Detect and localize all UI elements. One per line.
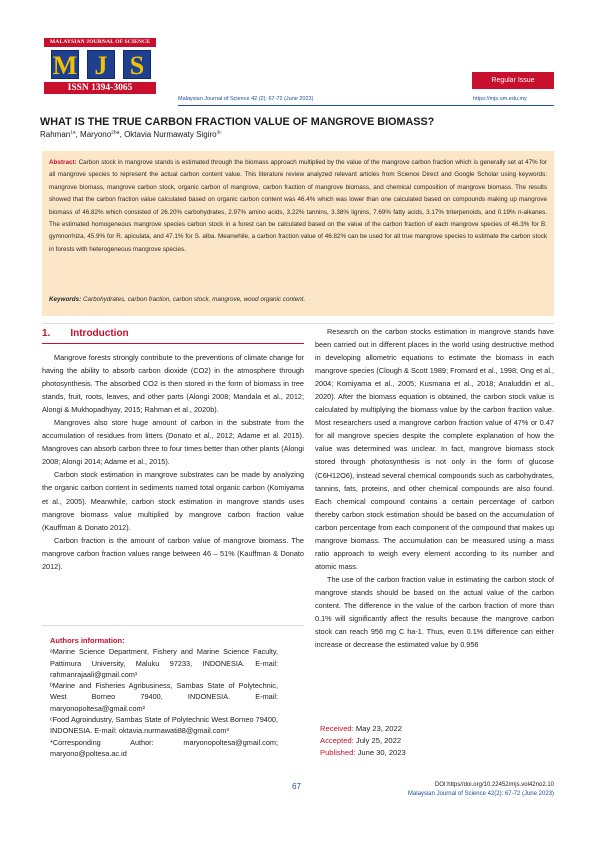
authors-info-divider [42, 625, 304, 626]
section-heading [42, 328, 129, 339]
page-number: 67 [292, 782, 302, 791]
keywords [49, 296, 549, 303]
date-label: Published: [320, 748, 356, 757]
date-label: Accepted: [320, 736, 354, 745]
affiliation-entry: ᵇMarine and Fisheries Agribusiness, Sambas State of Polytechnic, West Borneo 79400, INDONESIA. E-mail: maryonopoltesa@gmail.com² [50, 681, 278, 713]
article-dates [320, 723, 406, 759]
body-paragraph: Mangroves also store huge amount of carbon in the substrate from the accumulation of residues from litters (Donato et al., 2012; Adame et al. 2015). Mangroves can absorb carbon three to four times better than other plants (Alongi 2008; Alongi 2014; Adame et al., 2015). [42, 418, 304, 467]
affiliation-entry: ᶜFood Agroindustry, Sambas State of Polytechnic West Borneo 79400, INDONESIA. E-mail: oktavia.nurmawati88@gmail.com³ [50, 715, 278, 736]
keywords-list: Carbohydrates, carbon fraction, carbon stock, mangrove, wood organic content. [82, 296, 306, 303]
body-paragraph: Mangrove forests strongly contribute to the preventions of climate change for having the ability to absorb carbon dioxide (CO2) in the atmosphere through photosynthesis. The absorbed CO2 is then stored in the form of biomass in tree stands, fruit, roots, leaves, and other parts (Alongi 2008; Mandala et al., 2012; Alongi & Mukhopadhyay, 2015; Rahman et al., 2020b). [42, 353, 304, 415]
journal-url-link[interactable]: https://mjs.um.edu.my [473, 96, 527, 102]
abstract-box [42, 151, 554, 316]
header-divider [178, 105, 554, 106]
section-title: Introduction [70, 328, 129, 339]
section-underline [42, 343, 304, 344]
abstract-divider [42, 323, 554, 324]
journal-logo [44, 38, 156, 94]
affiliation-entry: ᵃMarine Science Department, Fishery and Marine Science Faculty, Pattimura University, Maluku 97233, INDONESIA. E-mail: rahmanrajaali@gmail.com¹ [50, 647, 278, 679]
body-paragraph: Carbon stock estimation in mangrove substrates can be made by analyzing the organic carbon content in sediments named total organic carbon (Komiyama et al., 2005). Meanwhile, carbon stock estimation in mangrove stands uses mangrove biomass value multiplied by mangrove carbon fraction value (Kauffman & Donato 2012). [42, 470, 304, 532]
logo-issn: ISSN 1394-3065 [44, 82, 156, 94]
author-name: Oktavia Nurmawaty Sigiro [124, 130, 217, 139]
left-column [42, 351, 304, 573]
regular-issue-badge: Regular Issue [472, 72, 554, 89]
author-separator: , [75, 130, 81, 139]
authors-information [50, 635, 278, 759]
body-paragraph: Research on the carbon stocks estimation in mangrove stands have been carried out in different places in the world using destructive method in developing allometric equations to estimate the biomass in each mangrove species (Clough & Scott 1989; Fromard et al., 1998; Ong et al., 2004; Komiyama et al., 2005; Kusmana et al., 2018; Analuddin et al., 2020). After the biomass equation is obtained, the carbon stock value is calculated by multiplying the biomass value by the carbon fraction value. Most researchers used a mangrove carbon fraction value of 47% or 0.47 for all mangrove species despite the complete explanation of how the value was determined was unclear. In fact, mangrove biomass stock stored through photosynthesis is not only in the form of glucose (C6H12O6), instead several chemical compounds such as carbohydrates, tannins, fats, proteins, and other chemical compounds are also found. Each chemical compound contains a certain percentage of carbon thereby carbon stock estimation should be based on the accumulation of carbon percentage from each component of the compound that makes up mangrove biomass. The accumulation can be measured using a mass ratio approach to weigh every element according to its number and atomic mass. [315, 327, 554, 571]
body-paragraph: Carbon fraction is the amount of carbon value of mangrove biomass. The mangrove carbon fraction values range between 46 – 51% (Kauffman & Donato 2012). [42, 535, 304, 571]
logo-letter-s: S [123, 50, 151, 79]
date-published [320, 747, 406, 759]
footer-doi [380, 781, 554, 799]
abstract-text [49, 157, 547, 256]
author-name: Rahman [40, 130, 71, 139]
article-title: WHAT IS THE TRUE CARBON FRACTION VALUE OF MANGROVE BIOMASS? [40, 116, 435, 128]
doi-link[interactable]: DOI:https//doi.org/10.22452/mjs.vol42no2.10 [434, 782, 554, 788]
date-received [320, 723, 406, 735]
right-column [315, 325, 554, 651]
footer-journal: Malaysian Journal of Science 42(2): 67-72 (June 2023) [407, 791, 554, 797]
date-label: Received: [320, 724, 354, 733]
logo-letter-m: M [52, 51, 78, 80]
logo-top-text: MALAYSIAN JOURNAL OF SCIENCE [44, 38, 156, 47]
date-value: July 25, 2022 [355, 736, 402, 745]
abstract-body: Carbon stock in mangrove stands is estimated through the biomass approach multiplied by the value of the mangrove carbon fraction which is generally set at 47% for all mangrove species to represent the actual carbon content value. This literature review analyzed relevant articles from Science Direct and Google Scholar using keywords: mangrove biomass, mangrove carbon stock, organic carbon of mangrove, carbon fraction of mangrove biomass, and chemical composition of mangrove biomass. The results showed that the carbon fraction value calculated based on organic carbon content was 46.4% which was lower than one calculated based on compounds making up mangrove biomass of 46.82% which consisted of 26.20% carbohydrates, 2.97% amino acids, 3.22% tannins, 3.38% lignins, 7.69% fatty acids, 3.17% triterpenoids, and 0.19% n-alkanes. The estimated homogeneous mangrove species carbon stock in a forest can be calculated based on the value of the carbon fraction of each mangrove species of 46.3% for B. gymnorrhiza, 45.9% for R. apiculata, and 47.1% for S. alba. Meanwhile, a carbon fraction value of 46.82% can be used for all true mangrove species to estimate the carbon stock in forests with heterogeneous mangrove species. [49, 159, 547, 253]
author-list [40, 130, 555, 139]
author-affiliation-sup: 2b [111, 130, 117, 136]
author-separator: *, [116, 130, 125, 139]
keywords-label: Keywords: [49, 296, 82, 303]
date-value: May 23, 2022 [355, 724, 402, 733]
logo-letter-j: J [87, 50, 115, 79]
authors-info-heading: Authors information: [50, 636, 125, 645]
date-accepted [320, 735, 406, 747]
author-name: Maryono [80, 130, 112, 139]
corresponding-author: *Corresponding Author: maryonopoltesa@gmail.com; maryono@poltesa.ac.id [50, 737, 278, 758]
abstract-label: Abstract: [49, 159, 77, 166]
date-value: June 30, 2023 [357, 748, 406, 757]
journal-citation: Malaysian Journal of Science 42 (2): 67-72 (June 2023) [178, 96, 314, 102]
author-affiliation-sup: 3c [216, 130, 222, 136]
logo-letters [51, 50, 151, 79]
section-number: 1. [42, 328, 51, 339]
author-affiliation-sup: 1a [70, 130, 76, 136]
body-paragraph: The use of the carbon fraction value in estimating the carbon stock of mangrove stands should be based on the actual value of the carbon content. The difference in the value of the carbon fraction of more than 0.1% will significantly affect the results because the mangrove carbon stock can reach 956 mg C ha-1. Thus, even 0.1% difference can either increase or decrease the estimated value by 0.956 [315, 574, 554, 650]
